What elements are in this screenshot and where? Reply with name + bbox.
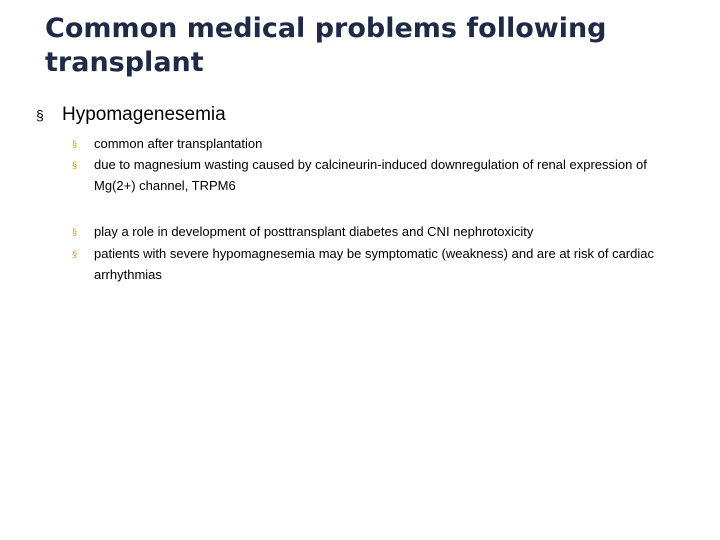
slide-title: Common medical problems following transplant (45, 13, 607, 78)
sub-bullet-4 (72, 243, 692, 285)
sub-bullet-1 (72, 133, 692, 154)
sub-bullet-text: patients with severe hypomagnesemia may be symptomatic (weakness) and are at risk of cardiac arrhythmias (94, 246, 654, 282)
sub-bullet-2 (72, 154, 692, 196)
sub-bullet-3 (72, 221, 692, 242)
bullet-marker-icon: § (36, 107, 44, 123)
sub-bullet-marker-icon: § (72, 139, 78, 149)
sub-bullet-marker-icon: § (72, 227, 78, 237)
sub-bullet-marker-icon: § (72, 249, 78, 259)
main-bullet-text: Hypomagenesemia (62, 104, 226, 125)
sub-bullet-text: due to magnesium wasting caused by calcineurin-induced downregulation of renal expression of Mg(2+) channel, TRPM6 (94, 157, 647, 193)
sub-bullet-marker-icon: § (72, 160, 78, 170)
sub-bullet-text: common after transplantation (94, 136, 263, 151)
sub-bullet-text: play a role in development of posttransplant diabetes and CNI nephrotoxicity (94, 224, 534, 239)
